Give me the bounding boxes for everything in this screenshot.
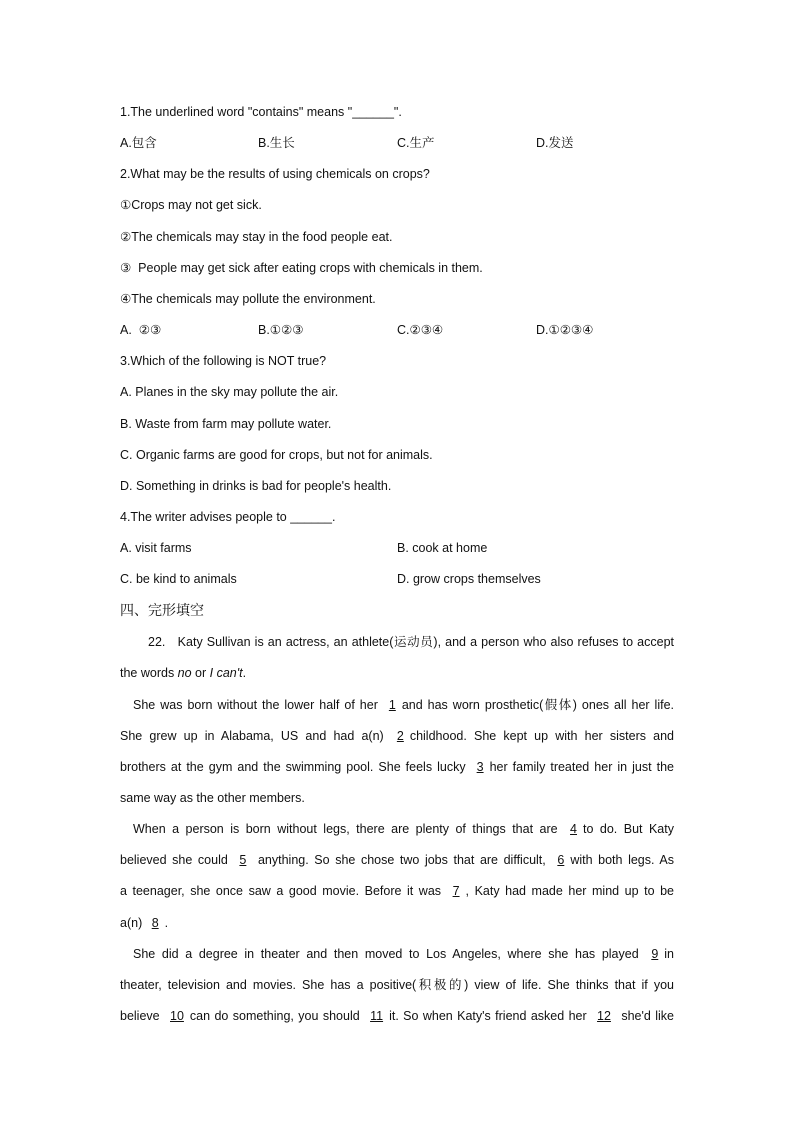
cloze-blank-4: 4: [570, 822, 577, 836]
passage-line: theater, television and movies. She has a positive(积极的) view of life. She thinks that if you: [120, 978, 674, 992]
passage-line: [120, 759, 674, 775]
question-1-option-c: C.生产: [397, 136, 435, 150]
passage-text: When a person is born without legs, there are plenty of things that are: [133, 822, 565, 836]
cloze-blank-1: 1: [388, 698, 396, 712]
question-2-stem: 2.What may be the results of using chemicals on crops?: [120, 167, 430, 181]
passage-text: to do. But Katy: [583, 822, 674, 836]
cloze-blank-10: 10: [170, 1009, 184, 1023]
passage-text: .: [242, 666, 247, 680]
passage-text: believed she could: [120, 853, 234, 867]
question-2-statement-2: ②The chemicals may stay in the food people eat.: [120, 230, 393, 244]
passage-text: her family treated her in just the: [489, 760, 675, 774]
passage-italic-i-cant: I can't: [209, 666, 243, 680]
question-4-option-b: B. cook at home: [397, 541, 488, 555]
passage-line: [133, 697, 674, 713]
question-4-option-c: C. be kind to animals: [120, 572, 237, 586]
question-4-option-a: A. visit farms: [120, 541, 192, 555]
passage-text: , Katy had made her mind up to be: [465, 884, 675, 898]
passage-text: and has worn prosthetic(假体) ones all her life.: [401, 698, 674, 712]
passage-text: She was born without the lower half of her: [133, 698, 383, 712]
passage-text: a(n): [120, 916, 146, 930]
passage-line: [133, 821, 674, 837]
passage-line: [120, 915, 168, 931]
question-2-statement-3: ③ People may get sick after eating crops with chemicals in them.: [120, 261, 483, 275]
passage-text: with both legs. As: [570, 853, 674, 867]
passage-line: 22. Katy Sullivan is an actress, an athlete(运动员), and a person who also refuses to accept: [148, 635, 674, 649]
cloze-blank-8: 8: [151, 916, 159, 930]
question-2-option-a: A. ②③: [120, 323, 162, 337]
passage-line: [120, 665, 246, 681]
cloze-blank-9: 9: [651, 947, 659, 961]
passage-text: the words: [120, 666, 178, 680]
section-title: 四、完形填空: [120, 602, 204, 618]
passage-text: brothers at the gym and the swimming pool. She feels lucky: [120, 760, 471, 774]
question-1-option-b: B.生长: [258, 136, 295, 150]
passage-text: can do something, you should: [189, 1009, 365, 1023]
passage-line: same way as the other members.: [120, 791, 305, 805]
passage-text: She did a degree in theater and then moved to Los Angeles, where she has played: [133, 947, 646, 961]
cloze-blank-5: 5: [239, 853, 247, 867]
question-3-option-d: D. Something in drinks is bad for people's health.: [120, 479, 392, 493]
passage-line: [133, 946, 674, 962]
passage-line: [120, 1008, 674, 1024]
cloze-blank-6: 6: [557, 853, 565, 867]
cloze-blank-11: 11: [370, 1009, 384, 1023]
passage-text: she'd like: [616, 1009, 674, 1023]
passage-line: [120, 883, 674, 899]
passage-text: or: [191, 666, 210, 680]
passage-line: [120, 852, 674, 868]
passage-text: in: [664, 947, 674, 961]
passage-text: .: [164, 916, 169, 930]
cloze-blank-12: 12: [597, 1009, 611, 1023]
question-3-option-b: B. Waste from farm may pollute water.: [120, 417, 332, 431]
passage-text: it. So when Katy's friend asked her: [389, 1009, 592, 1023]
cloze-blank-3: 3: [476, 760, 484, 774]
passage-text: believe: [120, 1009, 165, 1023]
question-1-option-a: A.包含: [120, 136, 157, 150]
question-2-option-c: C.②③④: [397, 323, 444, 337]
passage-italic-no: no: [177, 666, 192, 680]
question-2-option-d: D.①②③④: [536, 323, 594, 337]
question-2-statement-1: ①Crops may not get sick.: [120, 198, 262, 212]
question-1-option-d: D.发送: [536, 136, 574, 150]
question-3-option-a: A. Planes in the sky may pollute the air.: [120, 385, 339, 399]
question-1-stem: 1.The underlined word "contains" means "______".: [120, 105, 402, 119]
passage-text: childhood. She kept up with her sisters and: [409, 729, 674, 743]
question-3-stem: 3.Which of the following is NOT true?: [120, 354, 327, 368]
passage-text: a teenager, she once saw a good movie. Before it was: [120, 884, 447, 898]
passage-text: She grew up in Alabama, US and had a(n): [120, 729, 391, 743]
cloze-blank-2: 2: [396, 729, 404, 743]
question-2-option-b: B.①②③: [258, 323, 304, 337]
passage-line: [120, 728, 674, 744]
question-4-option-d: D. grow crops themselves: [397, 572, 541, 586]
cloze-blank-7: 7: [452, 884, 460, 898]
question-2-statement-4: ④The chemicals may pollute the environment.: [120, 292, 376, 306]
question-4-stem: 4.The writer advises people to ______.: [120, 510, 336, 524]
passage-text: anything. So she chose two jobs that are difficult,: [257, 853, 552, 867]
question-3-option-c: C. Organic farms are good for crops, but not for animals.: [120, 448, 433, 462]
